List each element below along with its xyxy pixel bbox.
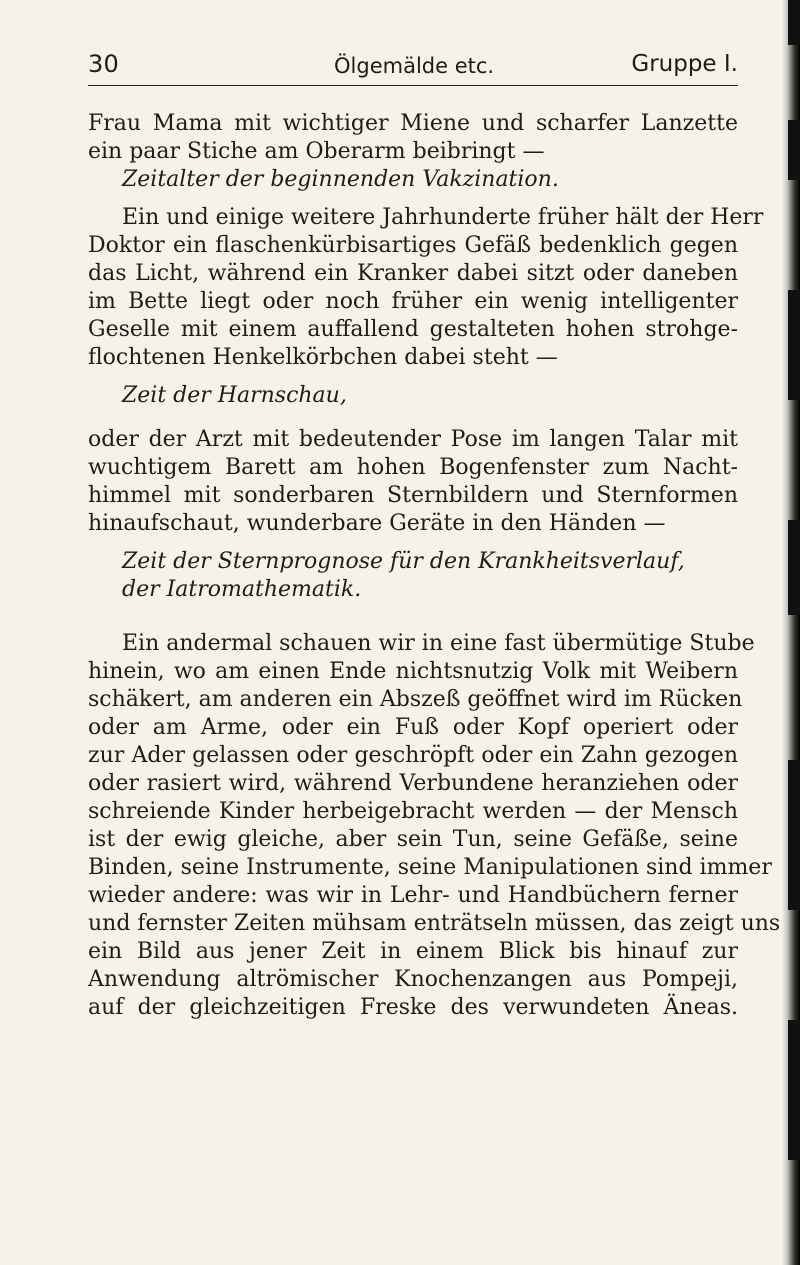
text-line: und fernster Zeiten mühsam enträtseln müssen, das zeigt uns xyxy=(88,911,781,936)
text-line: hinaufschaut, wunderbare Geräte in den Händen — xyxy=(88,511,666,536)
text-line: Ein und einige weitere Jahrhunderte früher hält der Herr xyxy=(122,205,764,230)
text-line: Anwendung altrömischer Knochenzangen aus Pompeji, xyxy=(88,967,738,992)
text-line: himmel mit sonderbaren Sternbildern und Sternformen xyxy=(88,483,738,508)
page-header xyxy=(88,50,738,88)
text-line: Ein andermal schauen wir in eine fast übermütige Stube xyxy=(122,631,755,656)
page-edge-shadow xyxy=(782,0,800,1265)
text-line: oder am Arme, oder ein Fuß oder Kopf operiert oder xyxy=(88,715,738,740)
text-line: Binden, seine Instrumente, seine Manipulationen sind immer xyxy=(88,855,772,880)
text-line: oder rasiert wird, während Verbundene heranziehen oder xyxy=(88,771,738,796)
text-line: Doktor ein flaschenkürbisartiges Gefäß bedenklich gegen xyxy=(88,233,738,258)
text-line: auf der gleichzeitigen Freske des verwundeten Äneas. xyxy=(88,995,738,1020)
paragraph-gap xyxy=(88,194,738,204)
text-line: flochtenen Henkelkörbchen dabei steht — xyxy=(88,345,558,370)
page-edge-dark-band xyxy=(788,1020,800,1160)
page-edge-dark-band xyxy=(788,520,800,615)
caption-sternprognose: Zeit der Sternprognose für den Krankheitsverlauf, xyxy=(122,549,685,574)
caption-vakzination: Zeitalter der beginnenden Vakzination. xyxy=(122,167,559,192)
text-line: im Bette liegt oder noch früher ein wenig intelligenter xyxy=(88,289,738,314)
text-line: schreiende Kinder herbeigebracht werden — der Mensch xyxy=(88,799,738,824)
text-line: hinein, wo am einen Ende nichtsnutzig Volk mit Weibern xyxy=(88,659,738,684)
caption-harnschau: Zeit der Harnschau, xyxy=(122,383,347,408)
text-line: Frau Mama mit wichtiger Miene und scharfer Lanzette xyxy=(88,111,738,136)
text-line: wuchtigem Barett am hohen Bogenfenster zum Nacht- xyxy=(88,455,738,480)
text-line: schäkert, am anderen ein Abszeß geöffnet wird im Rücken xyxy=(88,687,743,712)
text-line: Geselle mit einem auffallend gestalteten hohen strohge- xyxy=(88,317,738,342)
body-text xyxy=(88,110,781,1022)
text-line: oder der Arzt mit bedeutender Pose im langen Talar mit xyxy=(88,427,738,452)
text-line: ist der ewig gleiche, aber sein Tun, seine Gefäße, seine xyxy=(88,827,738,852)
header-divider xyxy=(88,85,738,86)
text-line: zur Ader gelassen oder geschröpft oder ein Zahn gezogen xyxy=(88,743,738,768)
paragraph-gap xyxy=(88,372,738,382)
page-edge-dark-band xyxy=(788,120,800,180)
paragraph-gap xyxy=(88,410,738,426)
text-line: wieder andere: was wir in Lehr- und Handbüchern ferner xyxy=(88,883,738,908)
text-line: ein paar Stiche am Oberarm beibringt — xyxy=(88,139,545,164)
paragraph-gap xyxy=(88,604,738,630)
page-edge-dark-band xyxy=(788,0,800,45)
caption-iatromathematik: der Iatromathematik. xyxy=(122,577,362,602)
paragraph-gap xyxy=(88,538,738,548)
group-label: Gruppe I. xyxy=(631,51,738,77)
text-line: ein Bild aus jener Zeit in einem Blick bis hinauf zur xyxy=(88,939,738,964)
running-title: Ölgemälde etc. xyxy=(334,54,495,78)
page-number: 30 xyxy=(88,50,119,78)
page-edge-dark-band xyxy=(788,290,800,400)
text-line: das Licht, während ein Kranker dabei sitzt oder daneben xyxy=(88,261,738,286)
page-edge-dark-band xyxy=(788,760,800,910)
